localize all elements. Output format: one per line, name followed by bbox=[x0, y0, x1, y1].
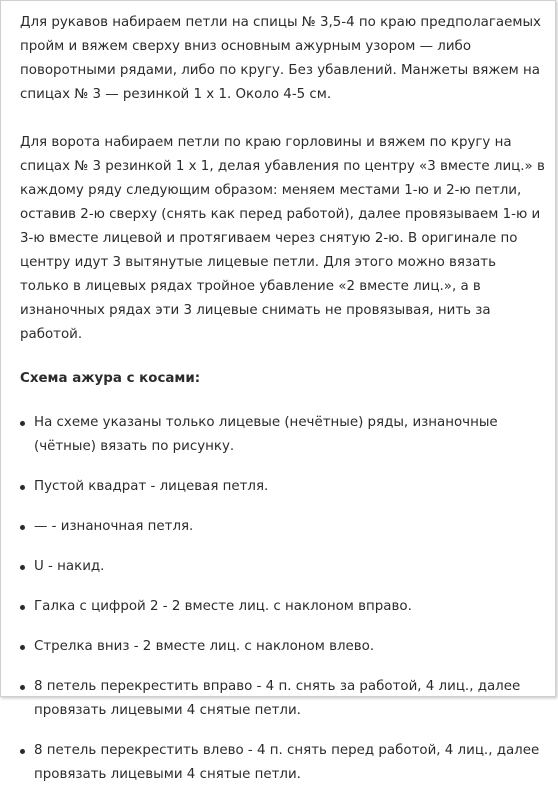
paragraph-sleeves: Для рукавов набираем петли на спицы № 3,5-4 по краю предполагаемых пройм и вяжем сверху вниз основным ажурным узором — либо поворотными рядами, либо по кругу. Без убавлений. Манжеты вяжем на спицах № 3 — резинкой 1 х 1. Около 4-5 см. bbox=[20, 15, 541, 102]
list-item bbox=[20, 515, 545, 539]
list-item bbox=[20, 475, 545, 499]
bullet-icon bbox=[20, 685, 25, 690]
bullet-icon bbox=[20, 565, 25, 570]
bullet-icon bbox=[20, 605, 25, 610]
list-item-text: U - накид. bbox=[34, 559, 105, 574]
list-item-text: 8 петель перекрестить влево - 4 п. снять перед работой, 4 лиц., далее провязать лицевыми 4 снятые петли. bbox=[34, 743, 540, 782]
list-item bbox=[20, 555, 545, 579]
list-item-text: Галка с цифрой 2 - 2 вместе лиц. с наклоном вправо. bbox=[34, 599, 412, 614]
article-content bbox=[20, 11, 545, 803]
list-item bbox=[20, 595, 545, 619]
list-item-text: — - изнаночная петля. bbox=[34, 519, 194, 534]
list-item-text: 8 петель перекрестить вправо - 4 п. снять за работой, 4 лиц., далее провязать лицевыми 4 снятые петли. bbox=[34, 679, 521, 718]
legend-heading: Схема ажура с косами: bbox=[20, 371, 201, 386]
legend-list bbox=[20, 411, 545, 787]
bullet-icon bbox=[20, 421, 25, 426]
list-item-text: Пустой квадрат - лицевая петля. bbox=[34, 479, 269, 494]
bullet-icon bbox=[20, 645, 25, 650]
list-item bbox=[20, 739, 545, 787]
list-item bbox=[20, 675, 545, 723]
bullet-icon bbox=[20, 749, 25, 754]
paragraph-collar: Для ворота набираем петли по краю горловины и вяжем по кругу на спицах № 3 резинкой 1 х 1, делая убавления по центру «3 вместе лиц.» в каждому ряду следующим образом: меняем местами 1-ю и 2-ю петли, оставив 2-ю сверху (снять как перед работой), далее провязываем 1-ю и 3-ю вместе лицевой и протягиваем через снятую 2-ю. В оригинале по центру идут 3 вытянутые лицевые петли. Для этого можно вязать только в лицевых рядах тройное убавление «2 вместе лиц.», а в изнаночных рядах эти 3 лицевые снимать не провязывая, нить за работой. bbox=[20, 135, 545, 342]
list-item bbox=[20, 635, 545, 659]
list-item bbox=[20, 411, 545, 459]
bullet-icon bbox=[20, 525, 25, 530]
list-item-text: На схеме указаны только лицевые (нечётные) ряды, изнаночные (чётные) вязать по рисунку. bbox=[34, 415, 498, 454]
list-item-text: Стрелка вниз - 2 вместе лиц. с наклоном влево. bbox=[34, 639, 375, 654]
bullet-icon bbox=[20, 485, 25, 490]
